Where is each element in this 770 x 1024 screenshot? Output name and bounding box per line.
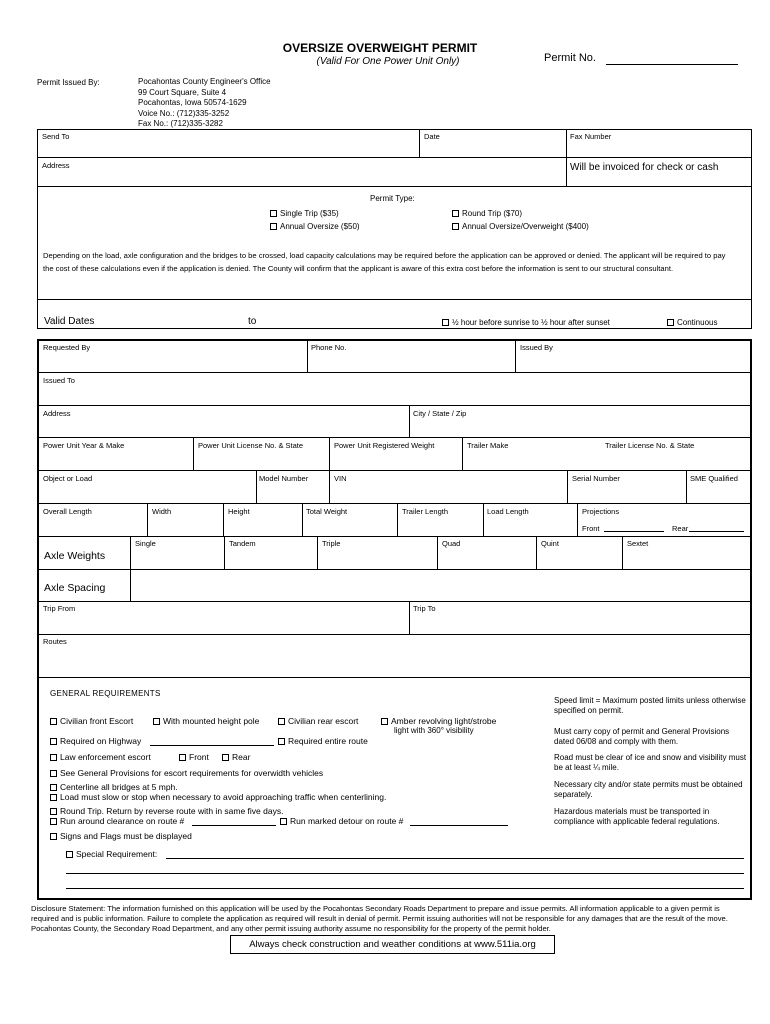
checkbox[interactable] <box>452 223 459 230</box>
checkbox[interactable] <box>50 808 57 815</box>
vin-label[interactable]: VIN <box>334 474 347 483</box>
side-notes <box>554 696 749 826</box>
checkbox[interactable] <box>442 319 449 326</box>
single-trip-option[interactable]: Single Trip ($35) <box>270 209 339 218</box>
height-label[interactable]: Height <box>228 507 250 516</box>
half-hour-option[interactable]: ½ hour before sunrise to ½ hour after sunset <box>442 318 610 327</box>
checkbox[interactable] <box>50 770 57 777</box>
issuer-line: Pocahontas County Engineer's Office <box>138 77 271 86</box>
triple-axle-label: Triple <box>322 539 341 548</box>
permit-no-label: Permit No. <box>544 52 596 64</box>
rear-proj-field[interactable] <box>689 531 744 532</box>
front-proj-label: Front <box>582 524 600 533</box>
address2-label[interactable]: Address <box>43 409 71 418</box>
total-weight-label[interactable]: Total Weight <box>306 507 348 516</box>
checkbox[interactable] <box>50 784 57 791</box>
issuer-address <box>138 77 271 130</box>
civilian-front-option[interactable]: Civilian front Escort <box>50 716 133 726</box>
trailer-length-label[interactable]: Trailer Length <box>402 507 448 516</box>
overall-length-label[interactable]: Overall Length <box>43 507 92 516</box>
checkbox[interactable] <box>667 319 674 326</box>
rear-proj-label: Rear <box>672 524 689 533</box>
checkbox[interactable] <box>50 833 57 840</box>
checkbox[interactable] <box>452 210 459 217</box>
permit-type-label: Permit Type: <box>370 194 415 203</box>
requested-by-label[interactable]: Requested By <box>43 343 91 352</box>
single-axle-label: Single <box>135 539 156 548</box>
checkbox[interactable] <box>153 718 160 725</box>
civilian-rear-option[interactable]: Civilian rear escort <box>278 716 358 726</box>
issuer-line: Pocahontas, Iowa 50574-1629 <box>138 98 247 107</box>
special-line-3[interactable] <box>66 888 744 889</box>
disclosure-statement: Disclosure Statement: The information furnished on this application will be used by the Pocahontas Secondary Roads Department to prepare and issue permits. All information applicable to a given permit is required and is public information. Failure to complete the application as required will result in denial of permit. Permit issuing authorities will not be responsible for any damages that are the result of the move. Pocahontas County, the Secondary Road Department, and any other permit issuing authority assume no responsibility for the property of the permit holder. <box>31 904 728 933</box>
sextet-axle-label: Sextet <box>627 539 649 548</box>
checkbox[interactable] <box>66 851 73 858</box>
special-line-2[interactable] <box>66 873 744 874</box>
checkbox[interactable] <box>280 818 287 825</box>
sme-qualified-label[interactable]: SME Qualified <box>690 474 738 483</box>
checkbox[interactable] <box>381 718 388 725</box>
centerline-option-2[interactable]: Load must slow or stop when necessary to avoid approaching traffic when centerlining. <box>50 792 386 802</box>
annual-oversize-option[interactable]: Annual Oversize ($50) <box>270 222 360 231</box>
run-detour-option[interactable]: Run marked detour on route # <box>280 816 403 826</box>
amber-light-option[interactable]: Amber revolving light/strobe <box>381 716 496 726</box>
special-req-option[interactable]: Special Requirement: <box>66 849 157 859</box>
checkbox[interactable] <box>50 794 57 801</box>
issuer-line: 99 Court Square, Suite 4 <box>138 87 227 97</box>
checkbox[interactable] <box>270 210 277 217</box>
see-general-option[interactable]: See General Provisions for escort requirements for overwidth vehicles <box>50 768 323 778</box>
round-trip-req-option[interactable]: Round Trip. Return by reverse route with in same five days. <box>50 806 283 816</box>
permit-no-field[interactable] <box>606 64 738 65</box>
side-note: Speed limit = Maximum posted limits unless otherwise specified on permit. <box>554 696 746 715</box>
pu-license-label[interactable]: Power Unit License No. & State <box>198 441 304 450</box>
amber-light-line2: light with 360° visibility <box>394 726 474 735</box>
valid-dates-label[interactable]: Valid Dates <box>44 316 95 327</box>
front-proj-field[interactable] <box>604 531 664 532</box>
fax-number-label[interactable]: Fax Number <box>570 132 612 141</box>
special-line-1[interactable] <box>166 858 744 859</box>
serial-number-label[interactable]: Serial Number <box>572 474 620 483</box>
model-number-label[interactable]: Model Number <box>259 474 309 483</box>
highway-field[interactable] <box>150 745 274 746</box>
checkbox[interactable] <box>50 738 57 745</box>
run-around-field[interactable] <box>192 825 276 826</box>
pu-weight-label[interactable]: Power Unit Registered Weight <box>334 441 435 450</box>
checkbox[interactable] <box>278 718 285 725</box>
run-around-option[interactable]: Run around clearance on route # <box>50 816 184 826</box>
checkbox[interactable] <box>179 754 186 761</box>
checkbox[interactable] <box>270 223 277 230</box>
trip-from-label[interactable]: Trip From <box>43 604 76 613</box>
trailer-license-label[interactable]: Trailer License No. & State <box>605 441 695 450</box>
required-highway-option[interactable]: Required on Highway <box>50 736 141 746</box>
issuer-line: Voice No.: (712)335-3252 <box>138 108 230 118</box>
phone-no-label[interactable]: Phone No. <box>311 343 347 352</box>
checkbox[interactable] <box>50 754 57 761</box>
quint-axle-label: Quint <box>541 539 559 548</box>
page-title: OVERSIZE OVERWEIGHT PERMIT <box>282 41 478 55</box>
centerline-option[interactable]: Centerline all bridges at 5 mph. <box>50 782 178 792</box>
axle-weights-label[interactable]: Axle Weights <box>44 550 106 562</box>
issued-to-label[interactable]: Issued To <box>43 376 75 385</box>
object-load-label[interactable]: Object or Load <box>43 474 93 483</box>
load-length-label[interactable]: Load Length <box>487 507 529 516</box>
required-route-option[interactable]: Required entire route <box>278 736 368 746</box>
law-enforcement-option[interactable]: Law enforcement escort <box>50 752 151 762</box>
side-note: Must carry copy of permit and General Provisions dated 06/08 and comply with them. <box>554 727 730 746</box>
trip-to-label[interactable]: Trip To <box>413 604 436 613</box>
issuer-line: Fax No.: (712)335-3282 <box>138 119 223 128</box>
general-heading: GENERAL REQUIREMENTS <box>50 689 161 698</box>
send-to-label[interactable]: Send To <box>42 132 70 141</box>
signs-flags-option[interactable]: Signs and Flags must be displayed <box>50 831 192 841</box>
address-label[interactable]: Address <box>42 161 70 170</box>
annual-oo-option[interactable]: Annual Oversize/Overweight ($400) <box>452 222 589 231</box>
date-label[interactable]: Date <box>424 132 440 141</box>
issuer-label: Permit Issued By: <box>37 78 100 87</box>
invoice-note: Will be invoiced for check or cash <box>570 162 719 173</box>
side-note: Road must be clear of ice and snow and visibility must be at least ¼ mile. <box>554 753 747 772</box>
continuous-option[interactable]: Continuous <box>667 318 717 327</box>
city-state-zip-label[interactable]: City / State / Zip <box>413 409 467 418</box>
issued-by-label[interactable]: Issued By <box>520 343 553 352</box>
run-detour-field[interactable] <box>410 825 508 826</box>
side-note: Hazardous materials must be transported in compliance with applicable federal regulations. <box>554 807 720 826</box>
checkbox[interactable] <box>222 754 229 761</box>
axle-spacing-label[interactable]: Axle Spacing <box>44 582 106 594</box>
quad-axle-label: Quad <box>442 539 461 548</box>
mounted-pole-option[interactable]: With mounted height pole <box>153 716 259 726</box>
projections-label: Projections <box>582 507 620 516</box>
routes-label[interactable]: Routes <box>43 637 67 646</box>
checkbox[interactable] <box>278 738 285 745</box>
tandem-axle-label: Tandem <box>229 539 256 548</box>
checkbox[interactable] <box>50 818 57 825</box>
law-rear-option[interactable]: Rear <box>222 752 250 762</box>
trailer-make-label[interactable]: Trailer Make <box>467 441 509 450</box>
checkbox[interactable] <box>50 718 57 725</box>
always-check-note: Always check construction and weather conditions at www.511ia.org <box>249 939 536 950</box>
pu-year-make-label[interactable]: Power Unit Year & Make <box>43 441 125 450</box>
law-front-option[interactable]: Front <box>179 752 209 762</box>
valid-to-label: to <box>248 316 257 327</box>
round-trip-option[interactable]: Round Trip ($70) <box>452 209 522 218</box>
page-subtitle: (Valid For One Power Unit Only) <box>316 56 460 67</box>
width-label[interactable]: Width <box>152 507 172 516</box>
load-notice: Depending on the load, axle configuration and the bridges to be crossed, load capacity calculations may be required before the application can be approved or denied. The applicant will be required to pay the cost of these calculations even if the application is denied. The County will confirm that the applicant is aware of this extra cost before the information is sent to our structural consultant. <box>43 251 726 273</box>
side-note: Necessary city and/or state permits must be obtained separately. <box>554 780 743 799</box>
